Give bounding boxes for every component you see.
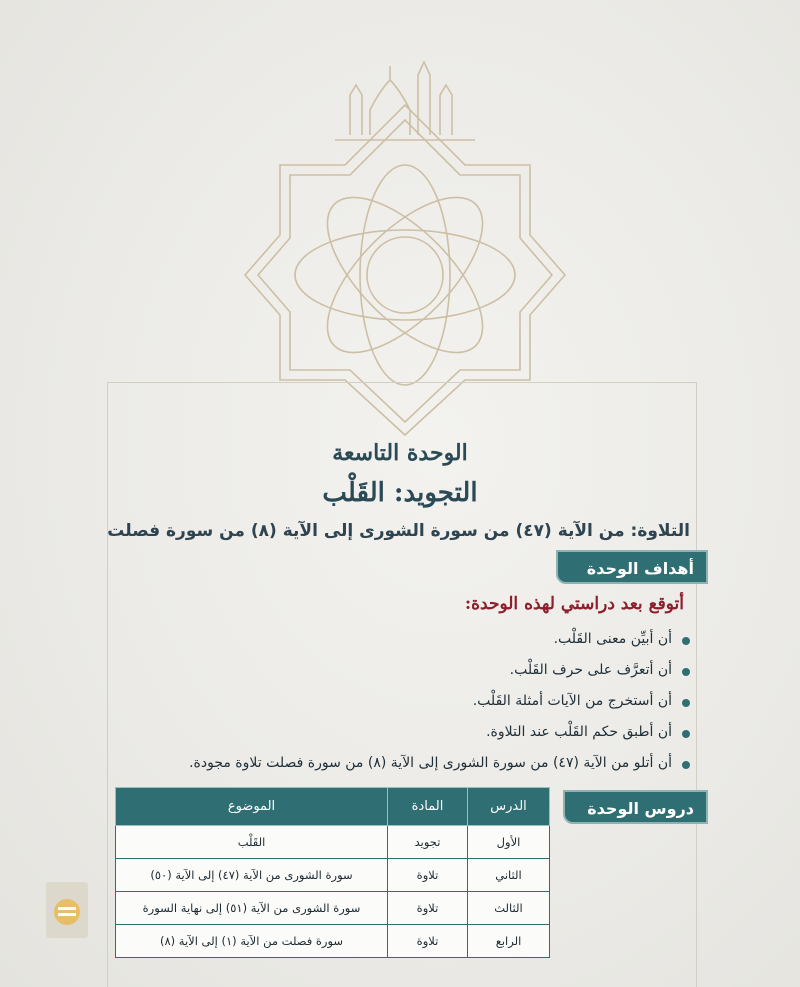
bullet-icon (682, 637, 690, 645)
goal-text: أن أبيِّن معنى القَلْب. (553, 631, 672, 647)
lessons-table (115, 787, 550, 958)
table-row (116, 925, 550, 958)
lessons-section-tab: دروس الوحدة (563, 790, 708, 824)
publisher-logo-icon (46, 882, 88, 938)
cell-subject: تلاوة (388, 925, 468, 958)
list-item (110, 624, 690, 655)
header-lesson: الدرس (468, 788, 550, 826)
list-item (110, 686, 690, 717)
table-row (116, 892, 550, 925)
list-item (110, 655, 690, 686)
goals-intro: أتوقع بعد دراستي لهذه الوحدة: (464, 594, 684, 614)
cell-subject: تلاوة (388, 859, 468, 892)
table-row (116, 826, 550, 859)
cell-subject: تجويد (388, 826, 468, 859)
unit-subtitle: التجويد: القَلْب (322, 478, 478, 508)
cell-topic: سورة فصلت من الآية (١) إلى الآية (٨) (116, 925, 388, 958)
cell-lesson: الرابع (468, 925, 550, 958)
header-topic: الموضوع (116, 788, 388, 826)
cell-lesson: الأول (468, 826, 550, 859)
cell-topic: سورة الشورى من الآية (٤٧) إلى الآية (٥٠) (116, 859, 388, 892)
cell-topic: القَلْب (116, 826, 388, 859)
cell-subject: تلاوة (388, 892, 468, 925)
goals-section-tab: أهداف الوحدة (556, 550, 708, 584)
bullet-icon (682, 730, 690, 738)
cell-topic: سورة الشورى من الآية (٥١) إلى نهاية السورة (116, 892, 388, 925)
goal-text: أن أتعرَّف على حرف القَلْب. (509, 662, 672, 678)
unit-title: الوحدة التاسعة (332, 440, 468, 466)
goal-text: أن أتلو من الآية (٤٧) من سورة الشورى إلى الآية (٨) من سورة فصلت تلاوة مجودة. (189, 755, 672, 771)
recitation-range: التلاوة: من الآية (٤٧) من سورة الشورى إلى الآية (٨) من سورة فصلت (107, 521, 690, 541)
goal-text: أن أطبق حكم القَلْب عند التلاوة. (486, 724, 672, 740)
bullet-icon (682, 699, 690, 707)
header-subject: المادة (388, 788, 468, 826)
table-row (116, 859, 550, 892)
cell-lesson: الثاني (468, 859, 550, 892)
bullet-icon (682, 668, 690, 676)
list-item (110, 717, 690, 748)
list-item (110, 748, 690, 779)
cell-lesson: الثالث (468, 892, 550, 925)
goal-text: أن أستخرج من الآيات أمثلة القَلْب. (472, 693, 672, 709)
bullet-icon (682, 761, 690, 769)
table-header-row (116, 788, 550, 826)
goals-list (110, 624, 690, 779)
